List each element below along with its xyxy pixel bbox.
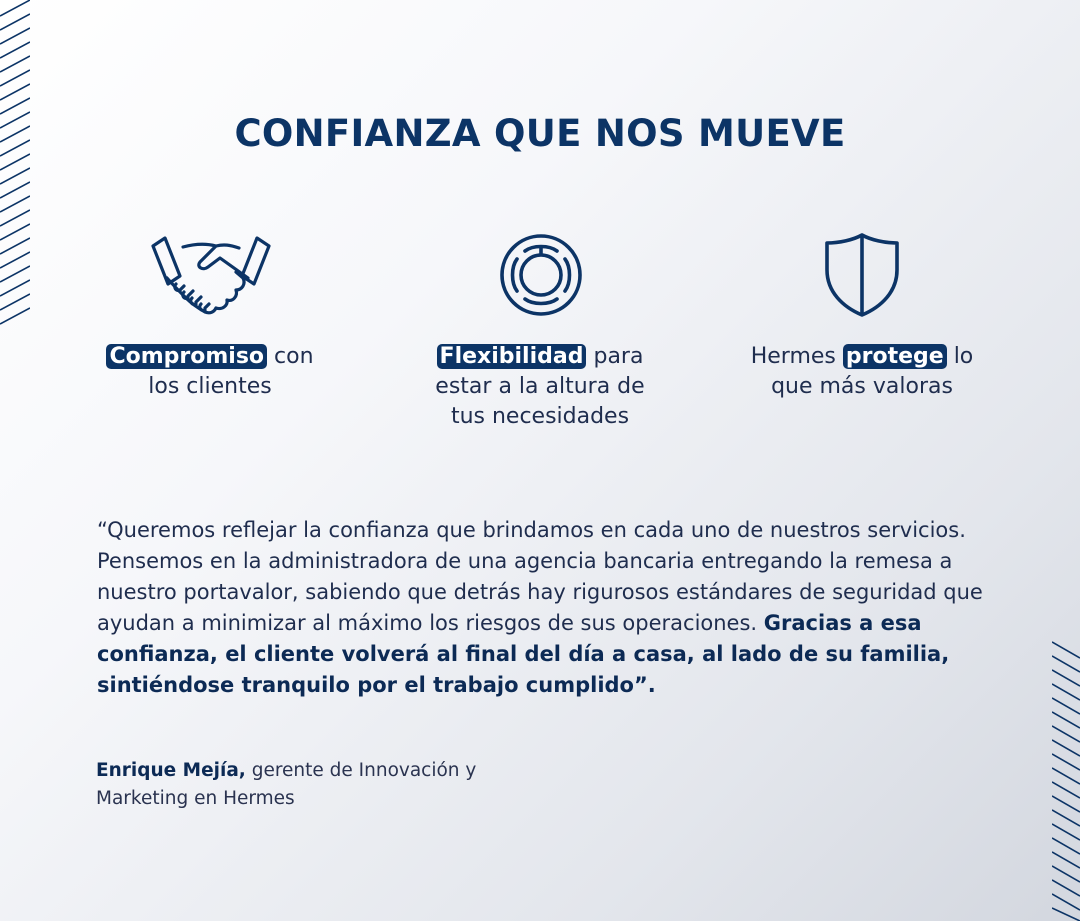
value-text: lo (946, 344, 974, 369)
author-role: Marketing en Hermes (96, 788, 295, 809)
quote-bold-text: Gracias a esa confianza, el cliente volverá al final del día a casa, al lado de su familia, sintiéndose tranquilo por el trabajo cumplido”. (97, 611, 950, 697)
highlight-protege: protege (843, 344, 947, 369)
testimonial-quote (97, 515, 997, 701)
author-role: gerente de Innovación y (245, 760, 477, 781)
highlight-flexibilidad: Flexibilidad (437, 344, 587, 369)
value-flexibilidad (400, 342, 680, 432)
handshake-icon (150, 232, 272, 316)
value-text: Hermes (750, 344, 843, 369)
value-text: los clientes (148, 374, 272, 399)
quote-regular-text: “Queremos reflejar la confianza que brindamos en cada uno de nuestros servicios. Pensemos en la administradora de una agencia bancaria entregando la remesa a nuestro portavalor, sabiendo que detrás hay rigurosos estándares de seguridad que ayudan a minimizar al máximo los riesgos de sus operaciones. (97, 518, 983, 635)
shield-icon (823, 232, 901, 318)
value-text: tus necesidades (450, 404, 630, 429)
value-text: para (586, 344, 644, 369)
value-compromiso (70, 342, 350, 402)
decorative-stripes-right (1052, 640, 1080, 921)
author-name: Enrique Mejía, (96, 760, 246, 781)
highlight-compromiso: Compromiso (106, 344, 267, 369)
value-text: que más valoras (771, 374, 953, 399)
value-protege (722, 342, 1002, 402)
decorative-stripes-left (0, 0, 30, 325)
value-text: con (267, 344, 314, 369)
page-title: CONFIANZA QUE NOS MUEVE (234, 112, 846, 155)
quote-author (96, 757, 616, 813)
value-text: estar a la altura de (435, 374, 645, 399)
flexibility-icon (498, 232, 584, 318)
